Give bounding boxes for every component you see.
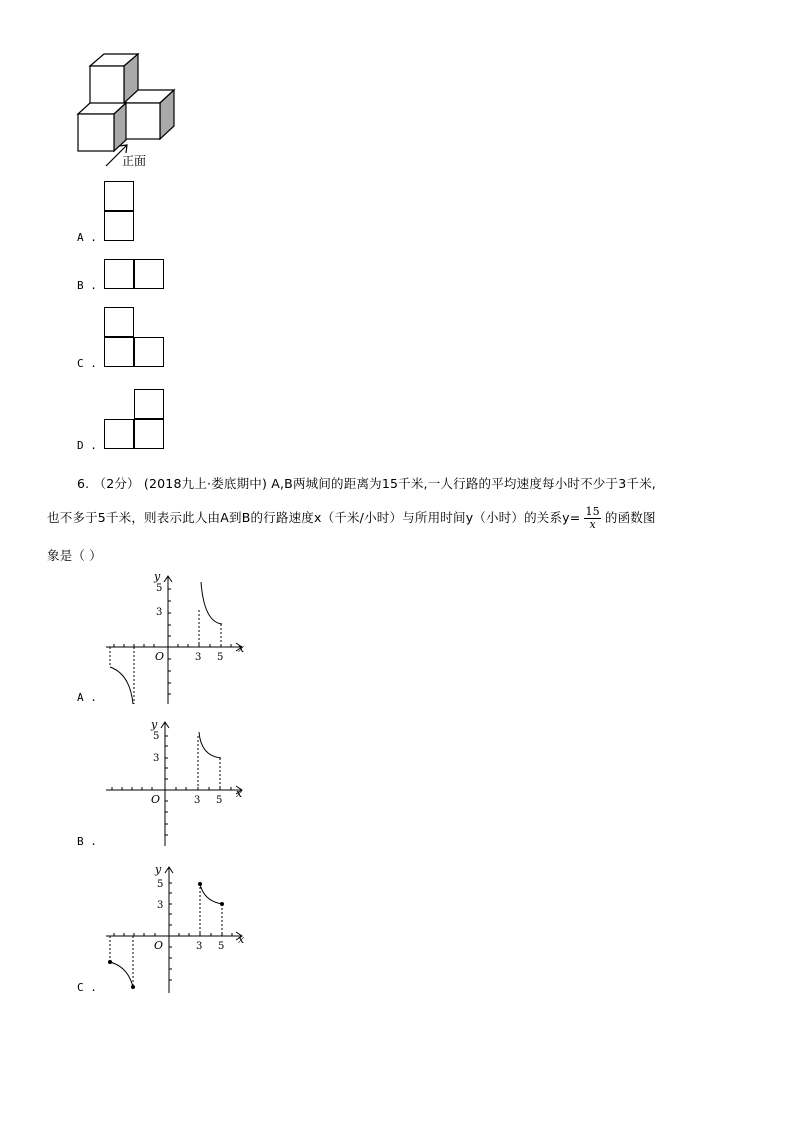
origin-label: O <box>151 793 161 806</box>
q5-option-a-label[interactable]: A . <box>77 231 97 244</box>
q6-fraction-numerator: 15 <box>585 505 600 518</box>
q6-text-line2-after: 的函数图 <box>604 510 656 525</box>
q5-option-b-label[interactable]: B . <box>77 279 97 292</box>
q5-option-d-label[interactable]: D . <box>77 439 97 452</box>
q5-option-c-label[interactable]: C . <box>77 357 97 370</box>
curve-negative <box>110 667 133 704</box>
q6-option-b-graph <box>100 716 250 851</box>
dashed-guides <box>110 883 225 987</box>
origin-label: O <box>155 650 165 663</box>
left-cube-front-face <box>78 114 114 151</box>
x-tick-5: 5 <box>216 795 223 806</box>
q6-fraction <box>584 506 600 531</box>
q6-option-c-label[interactable]: C . <box>77 981 97 994</box>
x-tick-3: 3 <box>194 795 201 806</box>
q5-option-c-figure <box>104 307 165 368</box>
y-tick-5: 5 <box>153 731 160 742</box>
q5-option-a-figure <box>104 181 135 242</box>
q6-text-line2-before: 也不多于5千米，则表示此人由A到B的行路速度x（千米/小时）与所用时间y（小时）的关系y= <box>47 510 581 525</box>
curve-positive <box>200 884 222 904</box>
y-axis-label: y <box>154 570 161 583</box>
x-tick-5: 5 <box>218 941 225 952</box>
q5-option-d-figure <box>104 389 165 450</box>
y-tick-3: 3 <box>157 900 164 911</box>
q6-option-c-graph <box>100 863 250 998</box>
q6-text-line1: 6. （2分） (2018九上·娄底期中) A,B两城间的距离为15千米,一人行路的平均速度每小时不少于3千米, <box>77 476 656 491</box>
front-view-label: 正面 <box>122 154 147 168</box>
x-tick-3: 3 <box>195 652 202 663</box>
y-axis-label: y <box>155 863 162 876</box>
dashed-guides <box>110 610 224 704</box>
x-tick-3: 3 <box>196 941 203 952</box>
q6-fraction-denominator: x <box>589 518 596 531</box>
q6-text-line2 <box>47 506 656 531</box>
x-axis-label: x <box>238 933 245 946</box>
q6-option-b-label[interactable]: B . <box>77 835 97 848</box>
q6-option-a-graph <box>100 570 250 705</box>
y-axis-label: y <box>151 718 158 731</box>
x-axis-label: x <box>238 642 245 655</box>
q6-option-a-label[interactable]: A . <box>77 691 97 704</box>
curve-negative <box>110 962 133 987</box>
q5-option-b-figure <box>104 259 165 290</box>
right-cube-front-face <box>124 103 160 139</box>
x-tick-5: 5 <box>217 652 224 663</box>
q6-text-line3: 象是（ ） <box>47 548 102 563</box>
x-axis-label: x <box>236 787 243 800</box>
y-tick-3: 3 <box>156 607 163 618</box>
curve-positive <box>199 732 221 758</box>
y-tick-5: 5 <box>156 583 163 594</box>
y-tick-5: 5 <box>157 879 164 890</box>
y-tick-3: 3 <box>153 753 160 764</box>
origin-label: O <box>154 939 164 952</box>
curve-positive <box>201 582 222 624</box>
